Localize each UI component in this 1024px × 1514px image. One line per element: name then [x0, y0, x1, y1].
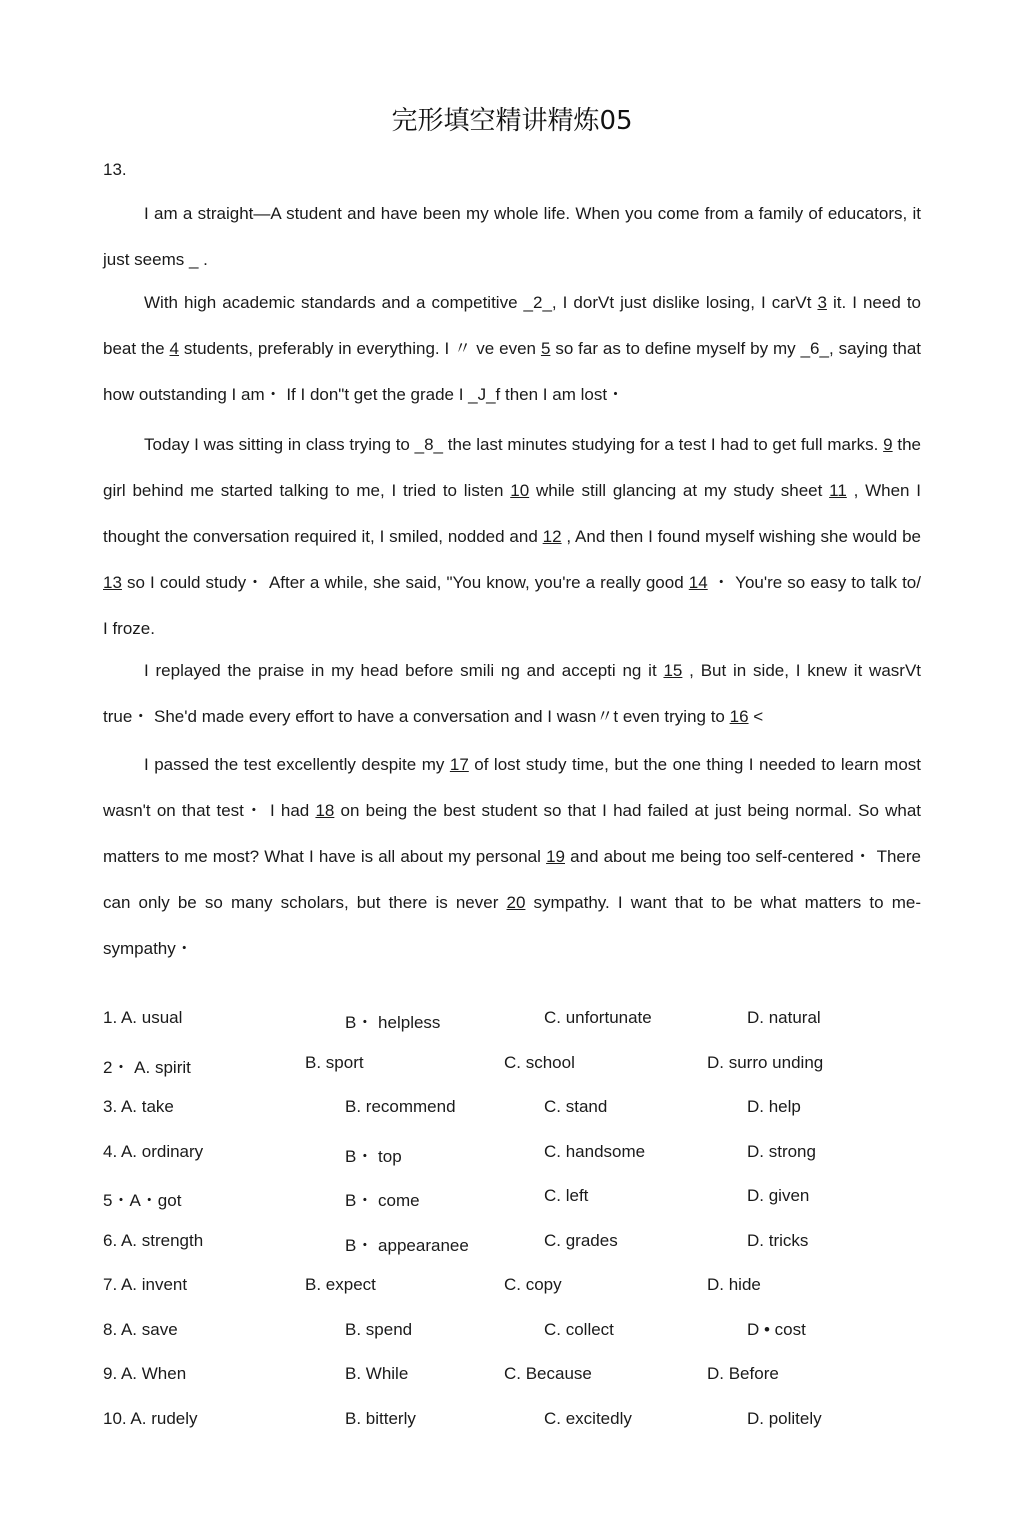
option-a: 2・ A. spirit: [103, 1057, 191, 1077]
passage-text: , But in side, I knew it wasrVt true・ She'd made every effort to have a conversation and I wasn〃t even trying to: [103, 661, 921, 726]
option-row: [103, 1186, 921, 1216]
option-d: D • cost: [747, 1319, 806, 1339]
passage-text: Today I was sitting in class trying to _8_ the last minutes studying for a test I had to get full marks.: [144, 435, 884, 454]
option-a: 7. A. invent: [103, 1275, 188, 1294]
passage-text: students, preferably in everything. I 〃 ve even: [179, 339, 541, 358]
passage-text: With high academic standards and a competitive _2_, I dorVt just dislike losing, I carVt: [144, 293, 818, 312]
option-b: B. expect: [305, 1275, 376, 1294]
blank-number: 10: [510, 481, 530, 500]
passage-text: , And then I found myself wishing she would be: [561, 527, 921, 546]
blank-number: 16: [729, 707, 749, 726]
blank-number: 19: [546, 847, 565, 866]
blank-number: 12: [542, 527, 562, 546]
option-a: 5・A・got: [103, 1191, 182, 1210]
option-c: C. Because: [504, 1364, 592, 1383]
passage-text: the girl behind me started talking to me, I tried to listen: [103, 435, 922, 500]
option-c: C. unfortunate: [544, 1008, 652, 1027]
option-a: 9. A. When: [103, 1364, 187, 1383]
option-b: B. recommend: [345, 1097, 456, 1116]
blank-number: 20: [506, 893, 526, 912]
option-b: B. spend: [345, 1319, 413, 1339]
page-title: 完形填空精讲精炼05: [391, 106, 633, 136]
blank-number: 14: [688, 573, 708, 592]
option-d: D. surro unding: [707, 1052, 824, 1072]
option-b: B. bitterly: [345, 1408, 416, 1428]
option-b: B. While: [345, 1364, 409, 1383]
option-d: D. help: [747, 1097, 801, 1116]
passage-text: so I could study・ After a while, she said, "You know, you're a really good: [121, 573, 689, 592]
option-d: D. strong: [747, 1141, 816, 1161]
paragraph: [103, 742, 921, 972]
passage-text: it. I need to beat the: [103, 293, 921, 358]
blank-number: 17: [449, 755, 469, 774]
blank-number: 18: [315, 801, 335, 820]
option-d: D. tricks: [747, 1230, 809, 1250]
option-b: B・ come: [345, 1191, 420, 1210]
option-a: 6. A. strength: [103, 1230, 204, 1250]
option-d: D. natural: [747, 1008, 821, 1027]
option-a: 8. A. save: [103, 1319, 178, 1339]
option-row: [103, 1053, 921, 1083]
blank-number: 4: [169, 339, 180, 358]
option-row: [103, 1364, 921, 1394]
option-b: B・ helpless: [345, 1013, 441, 1032]
blank-number: 3: [817, 293, 827, 312]
paragraph: [103, 422, 921, 652]
option-row: [103, 1097, 921, 1127]
passage-text: I am a straight—A student and have been my whole life. When you come from a family of educators, it just seems _ .: [103, 204, 921, 269]
option-b: B・ top: [345, 1146, 402, 1166]
option-a: 4. A. ordinary: [103, 1141, 204, 1161]
passage-text: of lost study time, but the one thing I needed to learn most wasn't on that test・ I had: [103, 755, 921, 820]
passage-text: on being the best student so that I had failed at just being normal. So what matters to me most? What I have is all about my personal: [103, 801, 921, 866]
option-b: B. sport: [305, 1052, 364, 1072]
option-a: 1. A. usual: [103, 1008, 183, 1027]
paragraph: [103, 280, 921, 418]
passage-text: and about me being too self-centered・ There can only be so many scholars, but there is never: [103, 847, 921, 912]
passage-text: ・ You're so easy to talk to/ I froze.: [103, 573, 921, 638]
option-d: D. Before: [707, 1364, 779, 1383]
option-c: C. handsome: [544, 1141, 646, 1161]
option-c: C. school: [504, 1052, 575, 1072]
option-b: B・ appearanee: [345, 1235, 469, 1255]
option-row: [103, 1320, 921, 1350]
passage-text: I replayed the praise in my head before smili ng and accepti ng it: [144, 661, 664, 680]
option-d: D. politely: [747, 1408, 822, 1428]
option-a: 3. A. take: [103, 1097, 174, 1116]
option-d: D. hide: [707, 1275, 761, 1294]
option-c: C. collect: [544, 1319, 614, 1339]
option-c: C. left: [544, 1186, 589, 1205]
option-row: [103, 1008, 921, 1038]
question-number: 13.: [103, 160, 127, 179]
option-row: [103, 1142, 921, 1172]
passage-text: <: [748, 707, 764, 726]
passage-text: sympathy. I want that to be what matters to me-sympathy・: [103, 893, 922, 958]
blank-number: 15: [663, 661, 683, 680]
option-c: C. copy: [504, 1275, 562, 1294]
passage-text: , When I thought the conversation required it, I smiled, nodded and: [103, 481, 921, 546]
passage-text: so far as to define myself by my _6_, saying that how outstanding I am・ If I don"t get the grade I _J_f then I am lost・: [103, 339, 921, 404]
blank-number: 13: [103, 573, 122, 592]
paragraph: [103, 648, 921, 740]
option-row: [103, 1409, 921, 1439]
blank-number: 5: [540, 339, 551, 358]
option-row: [103, 1231, 921, 1261]
option-row: [103, 1275, 921, 1305]
passage-text: I passed the test excellently despite my: [144, 755, 450, 774]
option-d: D. given: [747, 1186, 810, 1205]
passage-text: while still glancing at my study sheet: [529, 481, 830, 500]
option-c: C. grades: [544, 1230, 618, 1250]
blank-number: 9: [883, 435, 893, 454]
option-c: C. excitedly: [544, 1408, 632, 1428]
option-c: C. stand: [544, 1097, 608, 1116]
blank-number: 11: [829, 481, 847, 500]
option-a: 10. A. rudely: [103, 1408, 198, 1428]
paragraph: [103, 191, 921, 283]
